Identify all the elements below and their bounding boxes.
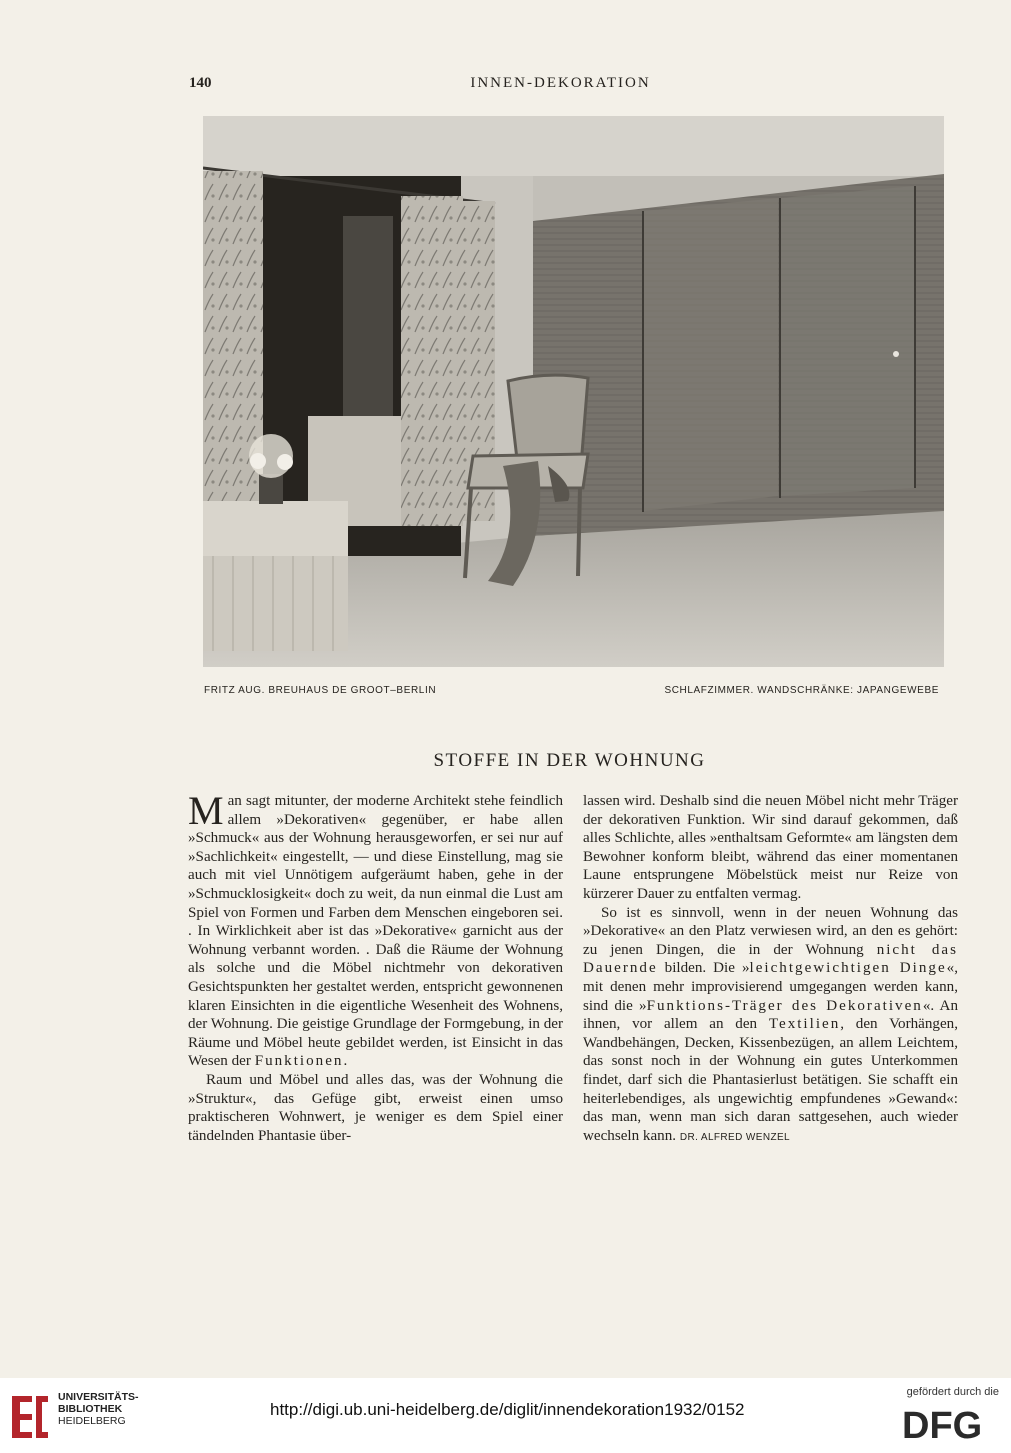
running-title: INNEN-DEKORATION (470, 75, 651, 91)
library-logo-icon (8, 1392, 52, 1440)
photo-caption: SCHLAFZIMMER. WANDSCHRÄNKE: JAPANGEWEBE (664, 685, 939, 696)
library-name-line-1: UNIVERSITÄTS- (58, 1391, 139, 1403)
author-signature: DR. ALFRED WENZEL (679, 1131, 790, 1143)
library-name (58, 1391, 139, 1427)
page-number: 140 (189, 75, 212, 91)
article-title: STOFFE IN DER WOHNUNG (433, 750, 706, 771)
permalink-url[interactable]: http://digi.ub.uni-heidelberg.de/diglit/innendekoration1932/0152 (270, 1400, 745, 1419)
bedroom-photo (203, 116, 944, 667)
text-column-left (188, 788, 563, 1145)
digitization-footer (0, 1378, 1011, 1453)
emphasis-funktionen: Funktionen (254, 1053, 344, 1070)
dfg-logo-text: DFG (902, 1405, 983, 1443)
dfg-logo-icon (902, 1405, 997, 1443)
photo-credit: FRITZ AUG. BREUHAUS DE GROOT–BERLIN (204, 685, 437, 696)
paragraph-2: Raum und Möbel und alles das, was der Wohnung die »Struktur«, das Gefüge gibt, erweist einen umso praktischeren Wohnwert, je weniger es dem Spiel einer tändelnden Phantasie über- (188, 1071, 563, 1144)
paragraph-1-text: an sagt mitunter, der moderne Architekt stehe feindlich allem »Dekorativen« gegenüber, er habe allen »Schmuck« aus der Wohnung herausgeworfen, er sei nur auf »Sachlichkeit« eingestellt, — und diese Einstellung, mag sie auch mit viel Unnötigem aufgeräumt haben, gehe in der »Schmucklosigkeit« doch zu weit, da nun einmal die Lust am Spiel von Formen und Farben dem Menschen eingeboren sei. . In Wirklichkeit aber ist das »Dekorative« garnicht aus der Wohnung verbannt worden. . Daß die Räume der Wohnung als solche und die Möbel nichtmehr von dekorativen Gesichtspunkten her gestaltet werden, entspricht gewonnenen klaren Einsichten in die eigentliche Wesenheit des Wohnens, der Wohnung. Die geistige Grundlage der Formgebung, in der Räume und Möbel heute gebildet werden, ist Einsicht in das Wesen der (188, 793, 563, 1070)
emphasis-nicht-das-dauernde: nicht das Dauernde (583, 941, 958, 977)
drop-cap: M (188, 788, 224, 833)
paragraph-4-text-e: , den Vorhängen, Wandbehängen, Decken, Kissenbezügen, an allem Leichtem, das sonst noch in der Wohnung ein gutes Unterkommen findet, darf sich die Phantasierlust betätigen. Sie schafft ein heiterlebendiges, als ungewichtig empfundenes »Gewand«: das man, wenn man sich daran sattgesehen, auch wieder wechseln kann. (583, 1016, 958, 1144)
paragraph-4-text-c: «, mit denen mehr improvisierend umgegangen werden kann, sind die » (583, 960, 958, 1014)
library-name-line-3: HEIDELBERG (58, 1415, 126, 1427)
paragraph-4 (583, 904, 958, 1148)
paragraph-4-text-d: «. An ihnen, vor allem an den (583, 997, 958, 1033)
library-name-line-2: BIBLIOTHEK (58, 1403, 123, 1415)
emphasis-funktions-traeger: Funktions-Träger des Dekorativen (646, 997, 923, 1014)
text-column-right (583, 792, 958, 1147)
emphasis-textilien: Textilien (768, 1016, 841, 1033)
paragraph-1 (188, 788, 563, 1071)
paragraph-1-end: . (343, 1053, 348, 1070)
emphasis-leichtgewichtigen-dinge: leichtgewichtigen Dinge (749, 960, 947, 977)
funding-note: gefördert durch die (906, 1386, 999, 1398)
paragraph-3: lassen wird. Deshalb sind die neuen Möbel nicht mehr Träger der dekorativen Funktion. Wir sind darauf gekommen, daß alles Schlichte, alles »enthaltsam Geformte« am längsten dem Bewohner konform bleibt, während das einer momentanen Laune entsprungene Möbelstück meist nur Reize von kürzerer Dauer zu entfalten vermag. (583, 793, 958, 902)
paragraph-4-text-a: So ist es sinnvoll, wenn in der neuen Wohnung das »Dekorative« an den Platz verwiesen wird, an den es gehört: zu jenen Dingen, die in der Wohnung (583, 904, 958, 958)
paragraph-4-text-b: bilden. Die » (657, 960, 750, 977)
